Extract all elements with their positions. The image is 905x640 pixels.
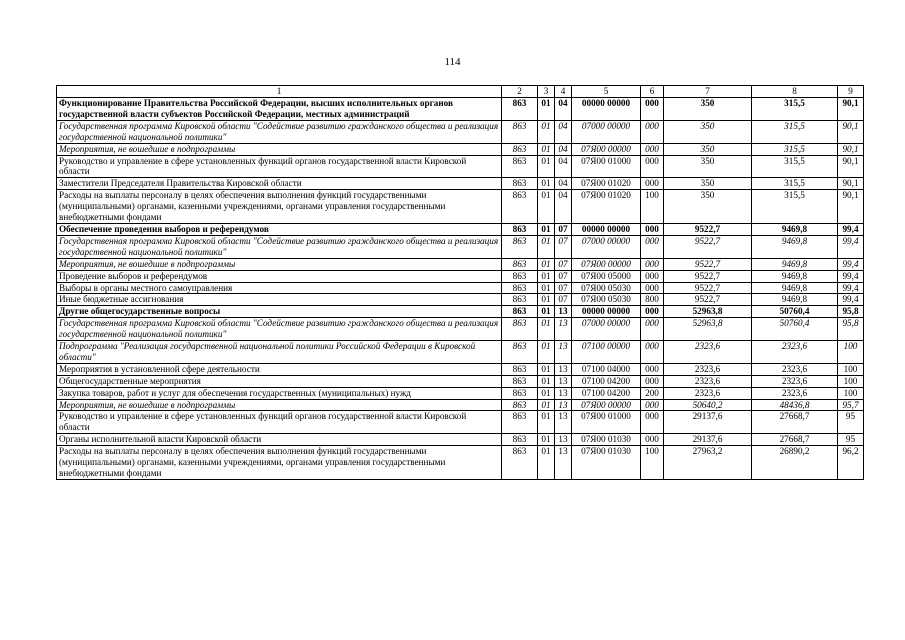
- table-row: [57, 387, 864, 399]
- execution-percent-cell: 100: [838, 341, 864, 364]
- execution-percent-cell: 95,7: [838, 399, 864, 411]
- expense-type-cell: 000: [641, 270, 664, 282]
- section-code-cell: 01: [538, 120, 555, 143]
- section-code-cell: 01: [538, 411, 555, 434]
- planned-amount-cell: 9522,7: [664, 282, 752, 294]
- expense-type-cell: 000: [641, 434, 664, 446]
- row-name-cell: Заместители Председателя Правительства Кировской области: [57, 178, 502, 190]
- target-article-cell: 07Я00 01030: [572, 434, 641, 446]
- table-row: [57, 190, 864, 224]
- planned-amount-cell: 350: [664, 190, 752, 224]
- expense-type-cell: 000: [641, 399, 664, 411]
- table-row: [57, 143, 864, 155]
- row-name-cell: Мероприятия в установленной сфере деятельности: [57, 363, 502, 375]
- planned-amount-cell: 27963,2: [664, 446, 752, 480]
- table-row: [57, 178, 864, 190]
- table-row: [57, 270, 864, 282]
- expense-type-cell: 000: [641, 282, 664, 294]
- row-name-cell: Мероприятия, не вошедшие в подпрограммы: [57, 399, 502, 411]
- table-row: [57, 120, 864, 143]
- expense-type-cell: 000: [641, 98, 664, 121]
- subsection-code-cell: 13: [555, 399, 572, 411]
- executed-amount-cell: 2323,6: [752, 341, 838, 364]
- admin-code-cell: 863: [502, 387, 538, 399]
- subsection-code-cell: 13: [555, 434, 572, 446]
- execution-percent-cell: 96,2: [838, 446, 864, 480]
- target-article-cell: 07100 04000: [572, 363, 641, 375]
- row-name-cell: Другие общегосударственные вопросы: [57, 306, 502, 318]
- expense-type-cell: 000: [641, 178, 664, 190]
- planned-amount-cell: 350: [664, 155, 752, 178]
- page-number: 114: [444, 56, 461, 68]
- planned-amount-cell: 350: [664, 120, 752, 143]
- subsection-code-cell: 13: [555, 341, 572, 364]
- budget-table: [56, 85, 864, 480]
- executed-amount-cell: 315,5: [752, 178, 838, 190]
- expense-type-cell: 000: [641, 143, 664, 155]
- table-row: [57, 363, 864, 375]
- admin-code-cell: 863: [502, 270, 538, 282]
- expense-type-cell: 000: [641, 375, 664, 387]
- section-code-cell: 01: [538, 178, 555, 190]
- table-row: [57, 375, 864, 387]
- execution-percent-cell: 95: [838, 434, 864, 446]
- table-row: [57, 258, 864, 270]
- planned-amount-cell: 2323,6: [664, 387, 752, 399]
- target-article-cell: 07Я00 01000: [572, 411, 641, 434]
- planned-amount-cell: 2323,6: [664, 341, 752, 364]
- target-article-cell: 07Я00 00000: [572, 399, 641, 411]
- planned-amount-cell: 29137,6: [664, 434, 752, 446]
- admin-code-cell: 863: [502, 235, 538, 258]
- execution-percent-cell: 90,1: [838, 155, 864, 178]
- admin-code-cell: 863: [502, 155, 538, 178]
- section-code-cell: 01: [538, 235, 555, 258]
- row-name-cell: Руководство и управление в сфере установленных функций органов государственной власти Кировской области: [57, 411, 502, 434]
- admin-code-cell: 863: [502, 375, 538, 387]
- subsection-code-cell: 13: [555, 446, 572, 480]
- expense-type-cell: 800: [641, 294, 664, 306]
- admin-code-cell: 863: [502, 143, 538, 155]
- executed-amount-cell: 27668,7: [752, 411, 838, 434]
- executed-amount-cell: 2323,6: [752, 375, 838, 387]
- target-article-cell: 07Я00 05030: [572, 294, 641, 306]
- row-name-cell: Руководство и управление в сфере установленных функций органов государственной власти Кировской области: [57, 155, 502, 178]
- executed-amount-cell: 26890,2: [752, 446, 838, 480]
- subsection-code-cell: 04: [555, 190, 572, 224]
- expense-type-cell: 000: [641, 120, 664, 143]
- column-header: 8: [752, 86, 838, 98]
- section-code-cell: 01: [538, 282, 555, 294]
- target-article-cell: 07Я00 01020: [572, 190, 641, 224]
- execution-percent-cell: 100: [838, 387, 864, 399]
- row-name-cell: Расходы на выплаты персоналу в целях обеспечения выполнения функций государственными (муниципальными) органами, казенными учреждениями, органами управления государственными внебюджетными фондами: [57, 446, 502, 480]
- section-code-cell: 01: [538, 258, 555, 270]
- executed-amount-cell: 2323,6: [752, 387, 838, 399]
- planned-amount-cell: 52963,8: [664, 306, 752, 318]
- executed-amount-cell: 9469,8: [752, 270, 838, 282]
- execution-percent-cell: 95: [838, 411, 864, 434]
- executed-amount-cell: 9469,8: [752, 235, 838, 258]
- executed-amount-cell: 315,5: [752, 98, 838, 121]
- section-code-cell: 01: [538, 223, 555, 235]
- section-code-cell: 01: [538, 375, 555, 387]
- subsection-code-cell: 07: [555, 223, 572, 235]
- execution-percent-cell: 99,4: [838, 294, 864, 306]
- execution-percent-cell: 90,1: [838, 98, 864, 121]
- executed-amount-cell: 27668,7: [752, 434, 838, 446]
- header-row: [57, 86, 864, 98]
- planned-amount-cell: 52963,8: [664, 318, 752, 341]
- section-code-cell: 01: [538, 446, 555, 480]
- target-article-cell: 07100 04200: [572, 387, 641, 399]
- row-name-cell: Общегосударственные мероприятия: [57, 375, 502, 387]
- target-article-cell: 07Я00 01020: [572, 178, 641, 190]
- execution-percent-cell: 99,4: [838, 270, 864, 282]
- execution-percent-cell: 90,1: [838, 178, 864, 190]
- expense-type-cell: 000: [641, 223, 664, 235]
- column-header: 6: [641, 86, 664, 98]
- row-name-cell: Закупка товаров, работ и услуг для обеспечения государственных (муниципальных) нужд: [57, 387, 502, 399]
- target-article-cell: 07000 00000: [572, 120, 641, 143]
- target-article-cell: 07Я00 01030: [572, 446, 641, 480]
- expense-type-cell: 000: [641, 318, 664, 341]
- table-row: [57, 399, 864, 411]
- execution-percent-cell: 99,4: [838, 223, 864, 235]
- executed-amount-cell: 315,5: [752, 120, 838, 143]
- row-name-cell: Подпрограмма "Реализация государственной национальной политики Российской Федерации в Кировской области": [57, 341, 502, 364]
- planned-amount-cell: 9522,7: [664, 294, 752, 306]
- execution-percent-cell: 99,4: [838, 282, 864, 294]
- target-article-cell: 07Я00 05030: [572, 282, 641, 294]
- planned-amount-cell: 2323,6: [664, 363, 752, 375]
- executed-amount-cell: 48436,8: [752, 399, 838, 411]
- planned-amount-cell: 9522,7: [664, 270, 752, 282]
- target-article-cell: 00000 00000: [572, 306, 641, 318]
- planned-amount-cell: 50640,2: [664, 399, 752, 411]
- admin-code-cell: 863: [502, 294, 538, 306]
- expense-type-cell: 000: [641, 306, 664, 318]
- admin-code-cell: 863: [502, 98, 538, 121]
- admin-code-cell: 863: [502, 411, 538, 434]
- expense-type-cell: 100: [641, 190, 664, 224]
- executed-amount-cell: 9469,8: [752, 258, 838, 270]
- target-article-cell: 07Я00 00000: [572, 143, 641, 155]
- executed-amount-cell: 9469,8: [752, 223, 838, 235]
- execution-percent-cell: 99,4: [838, 235, 864, 258]
- subsection-code-cell: 13: [555, 306, 572, 318]
- admin-code-cell: 863: [502, 446, 538, 480]
- executed-amount-cell: 50760,4: [752, 306, 838, 318]
- target-article-cell: 07Я00 01000: [572, 155, 641, 178]
- admin-code-cell: 863: [502, 306, 538, 318]
- planned-amount-cell: 9522,7: [664, 258, 752, 270]
- subsection-code-cell: 13: [555, 318, 572, 341]
- subsection-code-cell: 13: [555, 375, 572, 387]
- subsection-code-cell: 13: [555, 363, 572, 375]
- row-name-cell: Обеспечение проведения выборов и референдумов: [57, 223, 502, 235]
- subsection-code-cell: 13: [555, 387, 572, 399]
- section-code-cell: 01: [538, 155, 555, 178]
- subsection-code-cell: 04: [555, 155, 572, 178]
- subsection-code-cell: 04: [555, 120, 572, 143]
- row-name-cell: Функционирование Правительства Российской Федерации, высших исполнительных органов государственной власти субъектов Российской Федерации, местных администраций: [57, 98, 502, 121]
- row-name-cell: Мероприятия, не вошедшие в подпрограммы: [57, 143, 502, 155]
- section-code-cell: 01: [538, 399, 555, 411]
- table-row: [57, 306, 864, 318]
- subsection-code-cell: 04: [555, 143, 572, 155]
- execution-percent-cell: 100: [838, 375, 864, 387]
- section-code-cell: 01: [538, 363, 555, 375]
- admin-code-cell: 863: [502, 363, 538, 375]
- planned-amount-cell: 9522,7: [664, 223, 752, 235]
- executed-amount-cell: 50760,4: [752, 318, 838, 341]
- admin-code-cell: 863: [502, 223, 538, 235]
- section-code-cell: 01: [538, 143, 555, 155]
- executed-amount-cell: 9469,8: [752, 282, 838, 294]
- row-name-cell: Органы исполнительной власти Кировской области: [57, 434, 502, 446]
- section-code-cell: 01: [538, 190, 555, 224]
- execution-percent-cell: 100: [838, 363, 864, 375]
- planned-amount-cell: 350: [664, 98, 752, 121]
- execution-percent-cell: 95,8: [838, 306, 864, 318]
- subsection-code-cell: 04: [555, 178, 572, 190]
- admin-code-cell: 863: [502, 120, 538, 143]
- executed-amount-cell: 315,5: [752, 143, 838, 155]
- column-header: 1: [57, 86, 502, 98]
- row-name-cell: Государственная программа Кировской области "Содействие развитию гражданского общества и реализация государственной национальной политики": [57, 120, 502, 143]
- subsection-code-cell: 07: [555, 258, 572, 270]
- expense-type-cell: 000: [641, 411, 664, 434]
- admin-code-cell: 863: [502, 178, 538, 190]
- row-name-cell: Выборы в органы местного самоуправления: [57, 282, 502, 294]
- execution-percent-cell: 90,1: [838, 120, 864, 143]
- admin-code-cell: 863: [502, 258, 538, 270]
- section-code-cell: 01: [538, 270, 555, 282]
- table-row: [57, 411, 864, 434]
- target-article-cell: 07Я00 05000: [572, 270, 641, 282]
- target-article-cell: 00000 00000: [572, 98, 641, 121]
- admin-code-cell: 863: [502, 318, 538, 341]
- execution-percent-cell: 95,8: [838, 318, 864, 341]
- admin-code-cell: 863: [502, 282, 538, 294]
- subsection-code-cell: 04: [555, 98, 572, 121]
- table-row: [57, 155, 864, 178]
- section-code-cell: 01: [538, 387, 555, 399]
- admin-code-cell: 863: [502, 341, 538, 364]
- expense-type-cell: 100: [641, 446, 664, 480]
- column-header: 5: [572, 86, 641, 98]
- table-row: [57, 223, 864, 235]
- subsection-code-cell: 13: [555, 411, 572, 434]
- expense-type-cell: 000: [641, 235, 664, 258]
- row-name-cell: Расходы на выплаты персоналу в целях обеспечения выполнения функций государственными (муниципальными) органами, казенными учреждениями, органами управления государственными внебюджетными фондами: [57, 190, 502, 224]
- executed-amount-cell: 9469,8: [752, 294, 838, 306]
- table-row: [57, 434, 864, 446]
- column-header: 2: [502, 86, 538, 98]
- admin-code-cell: 863: [502, 399, 538, 411]
- target-article-cell: 07000 00000: [572, 235, 641, 258]
- section-code-cell: 01: [538, 434, 555, 446]
- executed-amount-cell: 2323,6: [752, 363, 838, 375]
- section-code-cell: 01: [538, 98, 555, 121]
- expense-type-cell: 000: [641, 341, 664, 364]
- row-name-cell: Проведение выборов и референдумов: [57, 270, 502, 282]
- column-header: 4: [555, 86, 572, 98]
- expense-type-cell: 000: [641, 155, 664, 178]
- table-row: [57, 341, 864, 364]
- executed-amount-cell: 315,5: [752, 190, 838, 224]
- planned-amount-cell: 9522,7: [664, 235, 752, 258]
- planned-amount-cell: 2323,6: [664, 375, 752, 387]
- planned-amount-cell: 29137,6: [664, 411, 752, 434]
- target-article-cell: 00000 00000: [572, 223, 641, 235]
- admin-code-cell: 863: [502, 190, 538, 224]
- column-header: 7: [664, 86, 752, 98]
- target-article-cell: 07Я00 00000: [572, 258, 641, 270]
- execution-percent-cell: 90,1: [838, 143, 864, 155]
- section-code-cell: 01: [538, 294, 555, 306]
- table-row: [57, 282, 864, 294]
- execution-percent-cell: 99,4: [838, 258, 864, 270]
- table-row: [57, 98, 864, 121]
- target-article-cell: 07100 00000: [572, 341, 641, 364]
- expense-type-cell: 200: [641, 387, 664, 399]
- subsection-code-cell: 07: [555, 282, 572, 294]
- section-code-cell: 01: [538, 341, 555, 364]
- row-name-cell: Мероприятия, не вошедшие в подпрограммы: [57, 258, 502, 270]
- row-name-cell: Государственная программа Кировской области "Содействие развитию гражданского общества и реализация государственной национальной политики": [57, 318, 502, 341]
- table-row: [57, 318, 864, 341]
- admin-code-cell: 863: [502, 434, 538, 446]
- execution-percent-cell: 90,1: [838, 190, 864, 224]
- table-row: [57, 235, 864, 258]
- planned-amount-cell: 350: [664, 143, 752, 155]
- section-code-cell: 01: [538, 306, 555, 318]
- subsection-code-cell: 07: [555, 235, 572, 258]
- table-row: [57, 294, 864, 306]
- table-row: [57, 446, 864, 480]
- planned-amount-cell: 350: [664, 178, 752, 190]
- subsection-code-cell: 07: [555, 270, 572, 282]
- executed-amount-cell: 315,5: [752, 155, 838, 178]
- row-name-cell: Государственная программа Кировской области "Содействие развитию гражданского общества и реализация государственной национальной политики": [57, 235, 502, 258]
- target-article-cell: 07100 04200: [572, 375, 641, 387]
- target-article-cell: 07000 00000: [572, 318, 641, 341]
- row-name-cell: Иные бюджетные ассигнования: [57, 294, 502, 306]
- section-code-cell: 01: [538, 318, 555, 341]
- expense-type-cell: 000: [641, 258, 664, 270]
- column-header: 3: [538, 86, 555, 98]
- subsection-code-cell: 07: [555, 294, 572, 306]
- expense-type-cell: 000: [641, 363, 664, 375]
- column-header: 9: [838, 86, 864, 98]
